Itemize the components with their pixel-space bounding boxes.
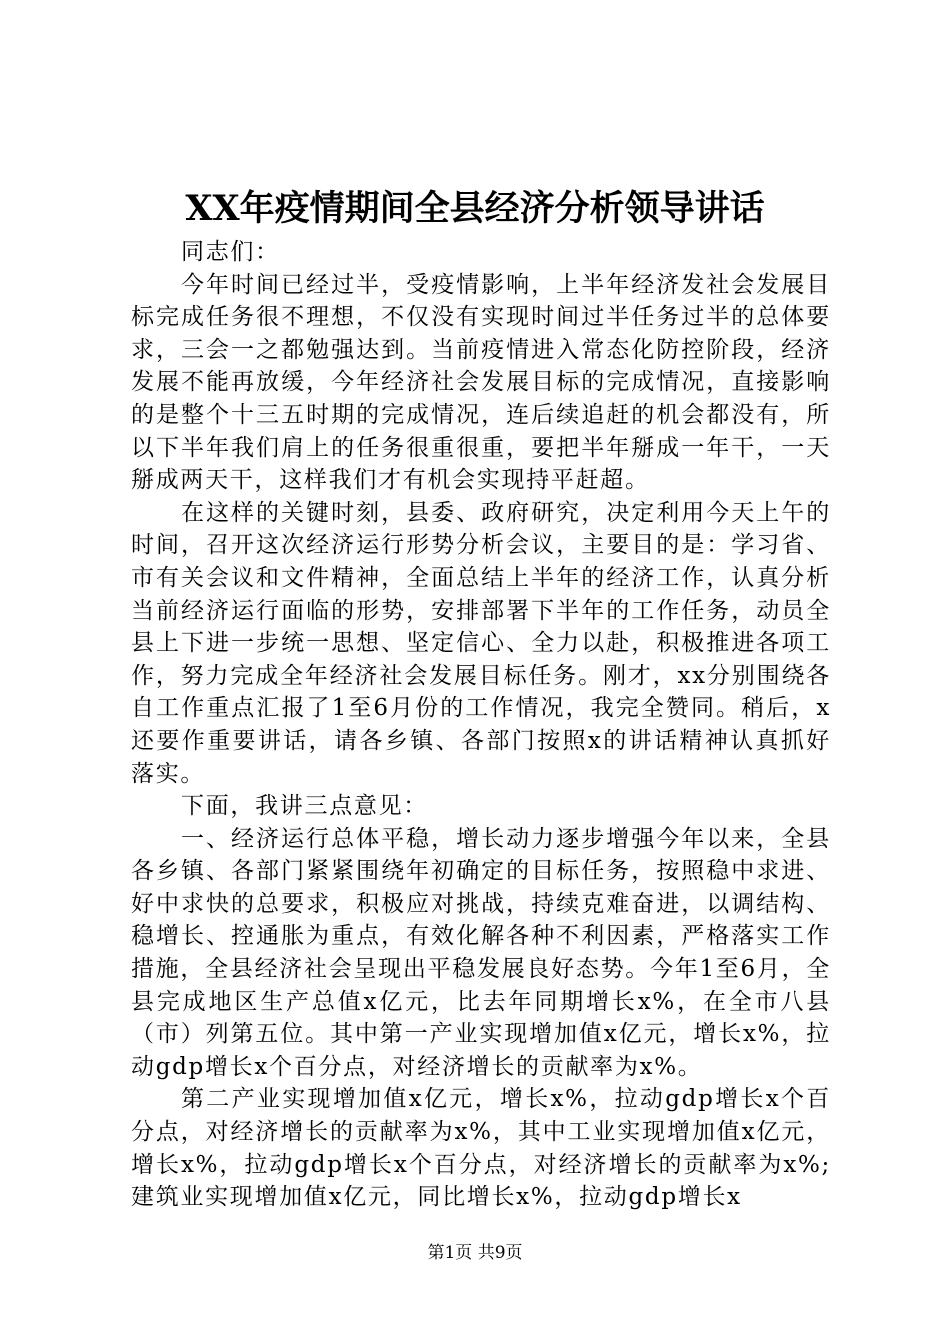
body-paragraph: 下面，我讲三点意见： <box>181 793 428 820</box>
body-paragraph: 在这样的关键时刻，县委、政府研究，决定利用今天上午的时间，召开这次经济运行形势分析会议，主要目的是：学习省、市有关会议和文件精神，全面总结上半年的经济工作，认真分析当前经济运行面临的形势，安排部署下半年的工作任务，动员全县上下进一步统一思想、坚定信心、全力以赴，积极推进各项工作，努力完成全年经济社会发展目标任务。刚才，xx分别围绕各自工作重点汇报了1至6月份的工作情况，我完全赞同。稍后，x还要作重要讲话，请各乡镇、各部门按照x的讲话精神认真抓好落实。 <box>131 499 831 787</box>
document-title: XX年疫情期间全县经济分析领导讲话 <box>185 188 765 229</box>
body-paragraph: 今年时间已经过半，受疫情影响，上半年经济发社会发展目标完成任务很不理想，不仅没有实现时间过半任务过半的总体要求，三会一之都勉强达到。当前疫情进入常态化防控阶段，经济发展不能再放缓，今年经济社会发展目标的完成情况，直接影响的是整个十三五时期的完成情况，连后续追赶的机会都没有，所以下半年我们肩上的任务很重很重，要把半年掰成一年干，一天掰成两天干，这样我们才有机会实现持平赶超。 <box>131 271 831 494</box>
body-paragraph: 第二产业实现增加值x亿元，增长x%，拉动gdp增长x个百分点，对经济增长的贡献率为x%，其中工业实现增加值x亿元，增长x%，拉动gdp增长x个百分点，对经济增长的贡献率为x%;建筑业实现增加值x亿元，同比增长x%，拉动gdp增长x <box>131 1086 831 1211</box>
salutation-paragraph: 同志们： <box>181 239 280 265</box>
page-number-footer: 第1页 共9页 <box>427 1243 523 1263</box>
body-paragraph: 一、经济运行总体平稳，增长动力逐步增强今年以来，全县各乡镇、各部门紧紧围绕年初确定的目标任务，按照稳中求进、好中求快的总要求，积极应对挑战，持续克难奋进，以调结构、稳增长、控通胀为重点，有效化解各种不利因素，严格落实工作措施，全县经济社会呈现出平稳发展良好态势。今年1至6月，全县完成地区生产总值x亿元，比去年同期增长x%，在全市八县（市）列第五位。其中第一产业实现增加值x亿元，增长x%，拉动gdp增长x个百分点，对经济增长的贡献率为x%。 <box>131 825 831 1080</box>
document-body <box>131 236 831 1214</box>
